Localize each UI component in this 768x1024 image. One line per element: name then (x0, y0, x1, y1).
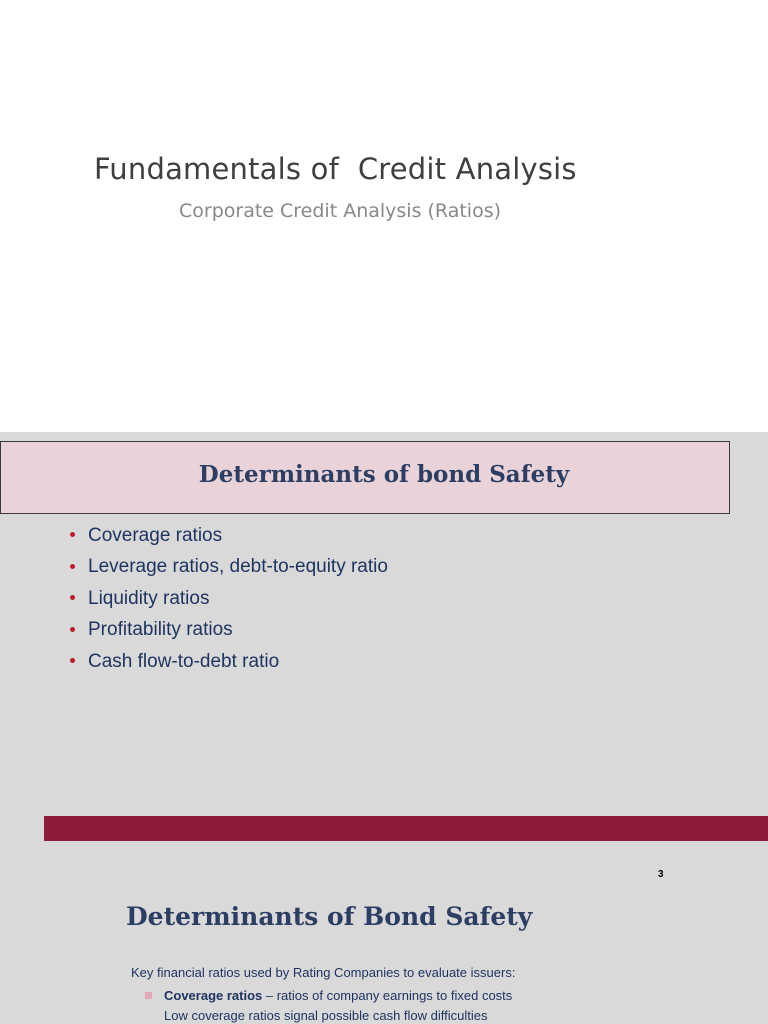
list-item (145, 988, 512, 1003)
bullet-dot-icon (70, 595, 75, 600)
subtitle: Corporate Credit Analysis (Ratios) (179, 200, 502, 222)
bullet-dot-icon (70, 627, 75, 632)
bullet-dot-icon (70, 532, 75, 537)
bullet-text: Cash flow-to-debt ratio (88, 650, 280, 672)
title-slide (0, 0, 768, 432)
bullet-text: Profitability ratios (88, 619, 233, 641)
accent-bar (44, 816, 768, 841)
list-item (70, 646, 388, 678)
intro-text: Key financial ratios used by Rating Companies to evaluate issuers: (131, 965, 516, 980)
bullet-text: Coverage ratios (88, 524, 223, 546)
bullet-text: Leverage ratios, debt-to-equity ratio (88, 556, 388, 578)
bullet-dot-icon (70, 658, 75, 663)
bullet-list (70, 520, 388, 678)
list-item (70, 583, 388, 615)
slide-number: 3 (658, 869, 664, 880)
list-item (70, 520, 388, 552)
item-detail: Low coverage ratios signal possible cash flow difficulties (164, 1008, 488, 1023)
item-description: – ratios of company earnings to fixed costs (262, 988, 513, 1003)
slide-title: Determinants of bond Safety (198, 461, 570, 488)
list-item (70, 615, 388, 647)
slide-title: Determinants of Bond Safety (126, 902, 533, 931)
slide-bond-safety-ratios (0, 852, 768, 1024)
item-term: Coverage ratios (164, 988, 263, 1003)
list-item (70, 552, 388, 584)
slide-bond-safety (0, 432, 768, 852)
item-text (164, 988, 512, 1003)
bullet-dot-icon (70, 564, 75, 569)
square-bullet-icon (145, 992, 152, 999)
bullet-text: Liquidity ratios (88, 587, 210, 609)
main-title: Fundamentals of Credit Analysis (94, 152, 577, 186)
